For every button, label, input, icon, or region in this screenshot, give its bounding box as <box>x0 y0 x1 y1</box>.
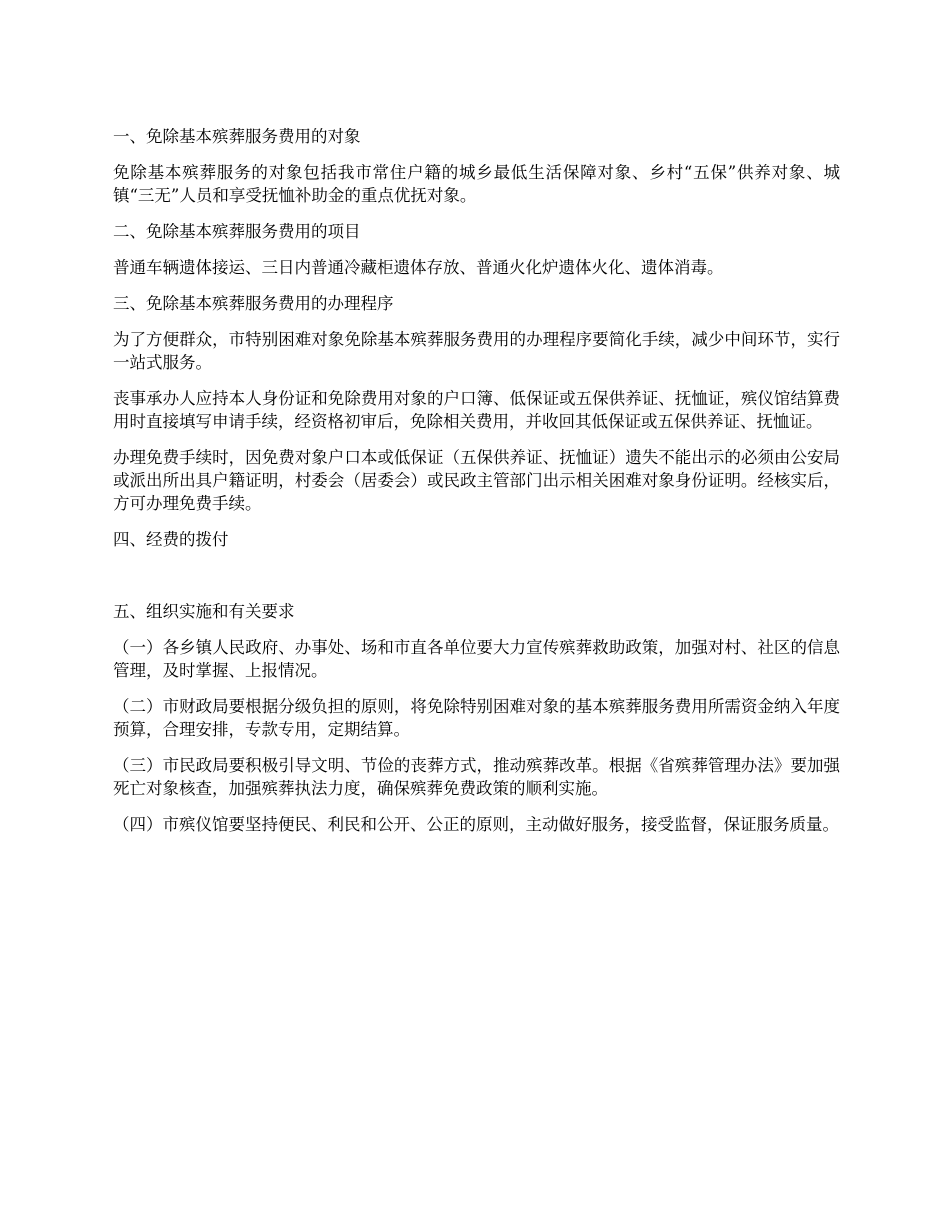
paragraph-procedure-intro: 为了方便群众，市特别困难对象免除基本殡葬服务费用的办理程序要简化手续，减少中间环节，实行一站式服务。 <box>113 330 840 372</box>
section-heading-3: 三、免除基本殡葬服务费用的办理程序 <box>113 294 394 313</box>
section-heading-2: 二、免除基本殡葬服务费用的项目 <box>113 222 361 241</box>
section-heading-4: 四、经费的拨付 <box>113 530 229 549</box>
section-heading-5: 五、组织实施和有关要求 <box>113 602 295 621</box>
document-body <box>113 125 840 849</box>
requirement-item-2: （二）市财政局要根据分级负担的原则，将免除特别困难对象的基本殡葬服务费用所需资金纳入年度预算，合理安排，专款专用，定期结算。 <box>113 697 840 739</box>
requirement-item-4: （四）市殡仪馆要坚持便民、利民和公开、公正的原则，主动做好服务，接受监督，保证服务质量。 <box>113 815 839 834</box>
paragraph-eligible-recipients: 免除基本殡葬服务的对象包括我市常住户籍的城乡最低生活保障对象、乡村“五保”供养对象、城镇“三无”人员和享受抚恤补助金的重点优抚对象。 <box>113 163 840 205</box>
section-heading-1: 一、免除基本殡葬服务费用的对象 <box>113 127 361 146</box>
paragraph-procedure-documents: 丧事承办人应持本人身份证和免除费用对象的户口簿、低保证或五保供养证、抚恤证，殡仪馆结算费用时直接填写申请手续，经资格初审后，免除相关费用，并收回其低保证或五保供养证、抚恤证。 <box>113 389 840 431</box>
paragraph-exempt-items: 普通车辆遗体接运、三日内普通冷藏柜遗体存放、普通火化炉遗体火化、遗体消毒。 <box>113 258 724 277</box>
requirement-item-1: （一）各乡镇人民政府、办事处、场和市直各单位要大力宣传殡葬救助政策，加强对村、社区的信息管理，及时掌握、上报情况。 <box>113 638 840 680</box>
requirement-item-3: （三）市民政局要积极引导文明、节俭的丧葬方式，推动殡葬改革。根据《省殡葬管理办法》要加强死亡对象核查，加强殡葬执法力度，确保殡葬免费政策的顺利实施。 <box>113 756 840 798</box>
paragraph-procedure-lost-documents: 办理免费手续时，因免费对象户口本或低保证（五保供养证、抚恤证）遗失不能出示的必须由公安局或派出所出具户籍证明，村委会（居委会）或民政主管部门出示相关困难对象身份证明。经核实后，方可办理免费手续。 <box>113 448 840 513</box>
